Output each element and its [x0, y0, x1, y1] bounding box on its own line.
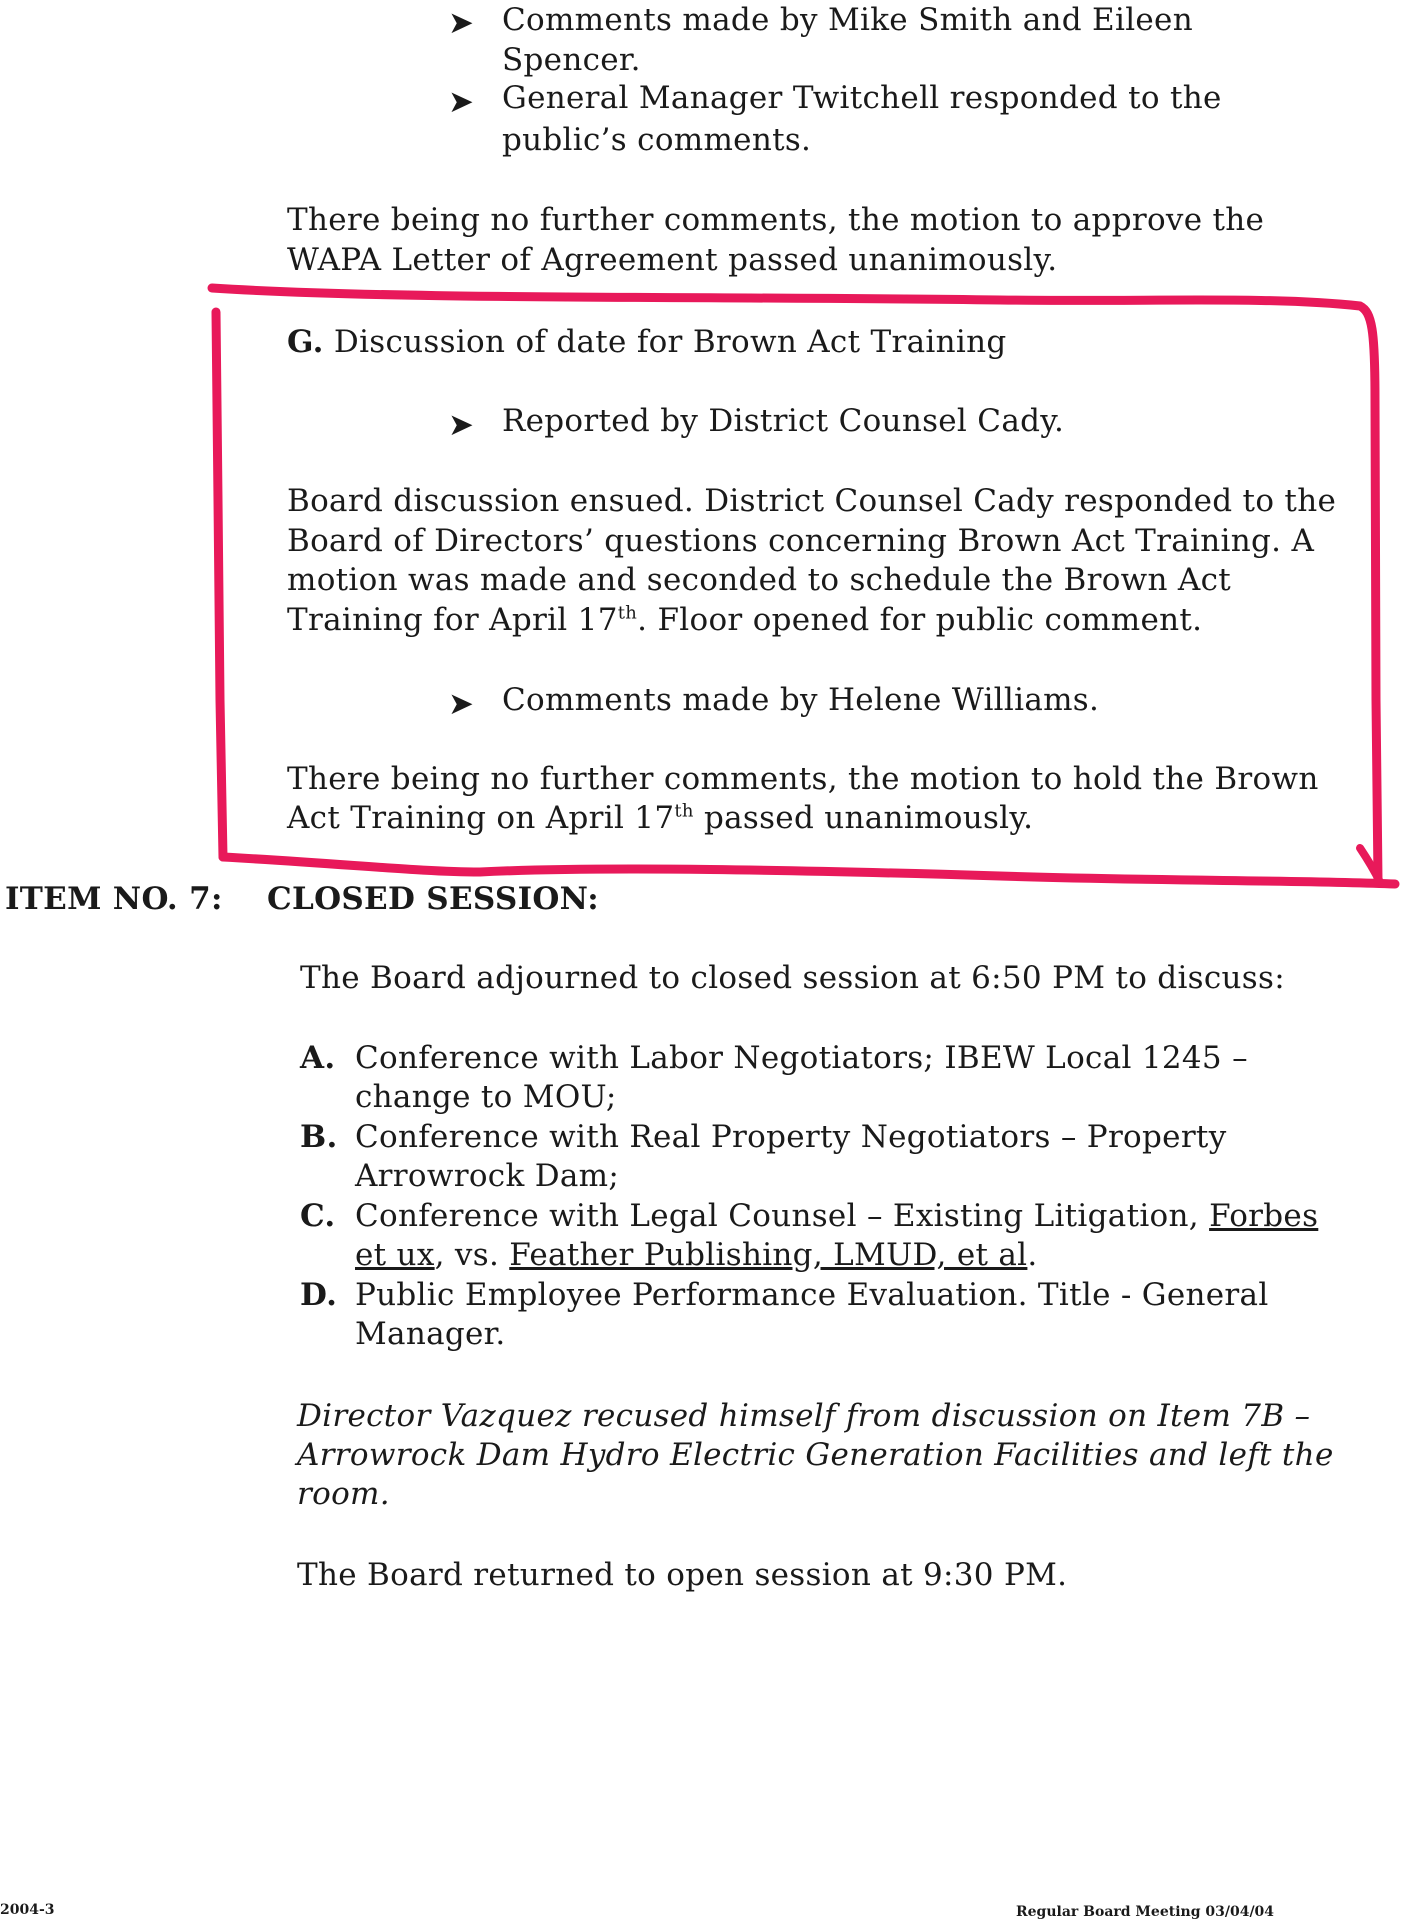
text-line: Comments made by Mike Smith and Eileen [502, 2, 1193, 38]
section-heading: CLOSED SESSION: [267, 881, 599, 917]
text-span: Act Training on April 17 [287, 800, 675, 836]
text-line: There being no further comments, the motion to approve the [287, 202, 1265, 238]
text-line: Arrowrock Dam; [355, 1158, 620, 1194]
text-span: . [1027, 1237, 1038, 1273]
footer-meeting-date: Regular Board Meeting 03/04/04 [1016, 1904, 1275, 1920]
bullet-arrow-icon: ➤ [448, 407, 474, 443]
item-letter: G. [287, 324, 324, 360]
item-letter: D. [300, 1277, 338, 1313]
text-line: change to MOU; [355, 1079, 617, 1115]
superscript: th [674, 800, 694, 822]
item-letter: A. [300, 1040, 336, 1076]
text-line [355, 1196, 1318, 1236]
item-letter: C. [300, 1198, 336, 1234]
text-span: Training for April 17 [287, 602, 618, 638]
text-line: Public Employee Performance Evaluation. Title - General [355, 1277, 1269, 1313]
item-number-label: ITEM NO. 7: [5, 881, 223, 917]
text-span: , vs. [434, 1237, 510, 1273]
text-line: WAPA Letter of Agreement passed unanimously. [287, 242, 1058, 278]
text-line: Spencer. [502, 42, 641, 78]
text-line: The Board returned to open session at 9:30 PM. [297, 1557, 1068, 1593]
text-line [355, 1235, 1038, 1275]
item-title: Discussion of date for Brown Act Training [333, 324, 1007, 360]
text-line: General Manager Twitchell responded to the [502, 80, 1222, 116]
superscript: th [617, 602, 638, 624]
text-line: motion was made and seconded to schedule the Brown Act [287, 562, 1232, 598]
text-line: Reported by District Counsel Cady. [502, 403, 1065, 439]
case-name: et ux [355, 1237, 435, 1273]
text-line: Board discussion ensued. District Counsel Cady responded to the [287, 483, 1337, 519]
bullet-arrow-icon: ➤ [448, 5, 474, 41]
text-line: Comments made by Helene Williams. [502, 682, 1100, 718]
bullet-arrow-icon: ➤ [448, 84, 474, 120]
text-span: . Floor opened for public comment. [637, 602, 1203, 638]
text-line: There being no further comments, the motion to hold the Brown [287, 761, 1319, 797]
text-span: Conference with Legal Counsel – Existing Litigation, [355, 1198, 1210, 1234]
case-name: Forbes [1209, 1198, 1319, 1234]
item-letter: B. [300, 1119, 338, 1155]
text-span: passed unanimously. [693, 800, 1034, 836]
text-line: Conference with Labor Negotiators; IBEW Local 1245 – [355, 1040, 1248, 1076]
text-line: Manager. [355, 1316, 506, 1352]
case-name: Feather Publishing, LMUD, et al [509, 1237, 1028, 1273]
text-line: room. [297, 1476, 390, 1512]
footer-page-code: 2004-3 [0, 1902, 55, 1918]
text-line: public’s comments. [502, 122, 812, 158]
bullet-arrow-icon: ➤ [448, 686, 474, 722]
text-line: Conference with Real Property Negotiators – Property [355, 1119, 1227, 1155]
text-line: Director Vazquez recused himself from discussion on Item 7B – [297, 1398, 1311, 1434]
text-line: Board of Directors’ questions concerning Brown Act Training. A [287, 523, 1315, 559]
text-line: Arrowrock Dam Hydro Electric Generation Facilities and left the [297, 1437, 1334, 1473]
text-line: The Board adjourned to closed session at 6:50 PM to discuss: [300, 960, 1285, 996]
